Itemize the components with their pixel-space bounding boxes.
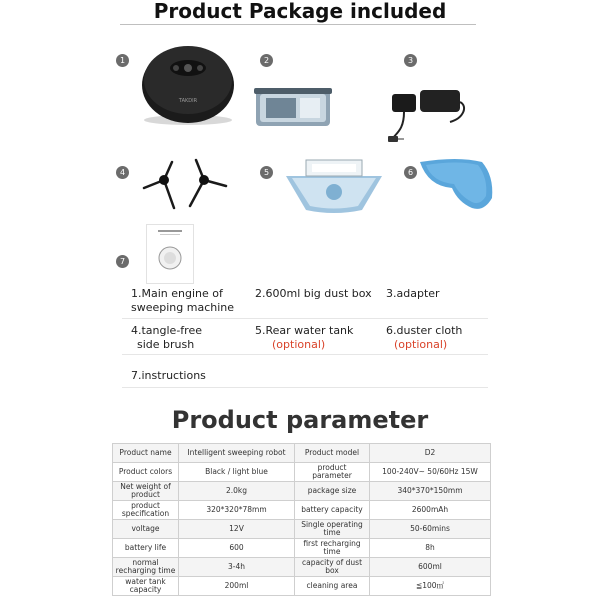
parameter-title: Product parameter xyxy=(171,406,429,434)
adapter-icon xyxy=(384,82,468,146)
param-value: 600 xyxy=(179,539,295,558)
caption-6-optional: (optional) xyxy=(394,338,448,351)
table-row xyxy=(113,444,491,463)
param-label: battery life xyxy=(113,539,179,558)
caption-1 xyxy=(131,287,234,315)
item-number-5: 5 xyxy=(260,166,273,179)
param-value: 340*370*150mm xyxy=(370,482,491,501)
param-label: battery capacity xyxy=(295,501,370,520)
param-value: 2.0kg xyxy=(179,482,295,501)
caption-5-line1: 5.Rear water tank xyxy=(255,324,354,337)
param-label: capacity of dust box xyxy=(295,558,370,577)
caption-divider xyxy=(122,318,488,319)
table-row xyxy=(113,539,491,558)
caption-6-line1: 6.duster cloth xyxy=(386,324,463,337)
param-value: 600ml xyxy=(370,558,491,577)
param-value: D2 xyxy=(370,444,491,463)
caption-5-optional: (optional) xyxy=(272,338,326,351)
param-label: product parameter xyxy=(295,463,370,482)
item-number-1: 1 xyxy=(116,54,129,67)
param-label: normal recharging time xyxy=(113,558,179,577)
table-row xyxy=(113,482,491,501)
param-label: water tank capacity xyxy=(113,577,179,596)
param-value: ≦100㎡ xyxy=(370,577,491,596)
caption-7: 7.instructions xyxy=(131,369,206,382)
caption-1-line2: sweeping machine xyxy=(131,301,235,314)
caption-5 xyxy=(255,324,353,352)
caption-4-line2: side brush xyxy=(137,338,195,351)
table-row xyxy=(113,577,491,596)
param-label: voltage xyxy=(113,520,179,539)
param-label: product specification xyxy=(113,501,179,520)
package-title: Product Package included xyxy=(153,0,447,23)
param-label: Net weight of product xyxy=(113,482,179,501)
param-label: package size xyxy=(295,482,370,501)
caption-2: 2.600ml big dust box xyxy=(255,287,372,300)
duster-cloth-icon xyxy=(418,156,496,214)
item-number-6: 6 xyxy=(404,166,417,179)
param-value: 12V xyxy=(179,520,295,539)
param-label: cleaning area xyxy=(295,577,370,596)
item-number-2: 2 xyxy=(260,54,273,67)
robot-vacuum-icon xyxy=(138,40,238,126)
table-row xyxy=(113,558,491,577)
caption-4 xyxy=(131,324,202,352)
caption-divider xyxy=(122,387,488,388)
param-value: 8h xyxy=(370,539,491,558)
dust-box-icon xyxy=(252,86,334,130)
robot-brand-label: TAKDIR xyxy=(178,98,198,104)
param-label: Product model xyxy=(295,444,370,463)
title-divider xyxy=(120,24,476,25)
caption-3: 3.adapter xyxy=(386,287,440,300)
caption-divider xyxy=(122,354,488,355)
parameter-table xyxy=(112,443,491,596)
param-value: 320*320*78mm xyxy=(179,501,295,520)
item-number-4: 4 xyxy=(116,166,129,179)
item-number-3: 3 xyxy=(404,54,417,67)
param-value: 100-240V~ 50/60Hz 15W xyxy=(370,463,491,482)
param-value: 50-60mins xyxy=(370,520,491,539)
side-brush-icon xyxy=(134,150,234,212)
table-row xyxy=(113,520,491,539)
water-tank-icon xyxy=(282,156,386,216)
table-row xyxy=(113,463,491,482)
param-value: 200ml xyxy=(179,577,295,596)
param-value: 2600mAh xyxy=(370,501,491,520)
param-value: 3-4h xyxy=(179,558,295,577)
caption-4-line1: 4.tangle-free xyxy=(131,324,202,337)
param-value: Intelligent sweeping robot xyxy=(179,444,295,463)
caption-1-line1: 1.Main engine of xyxy=(131,287,223,300)
table-row xyxy=(113,501,491,520)
param-label: Product name xyxy=(113,444,179,463)
param-label: Single operating time xyxy=(295,520,370,539)
instructions-icon xyxy=(146,224,194,284)
item-number-7: 7 xyxy=(116,255,129,268)
param-value: Black / light blue xyxy=(179,463,295,482)
param-label: Product colors xyxy=(113,463,179,482)
param-label: first recharging time xyxy=(295,539,370,558)
caption-6 xyxy=(386,324,462,352)
